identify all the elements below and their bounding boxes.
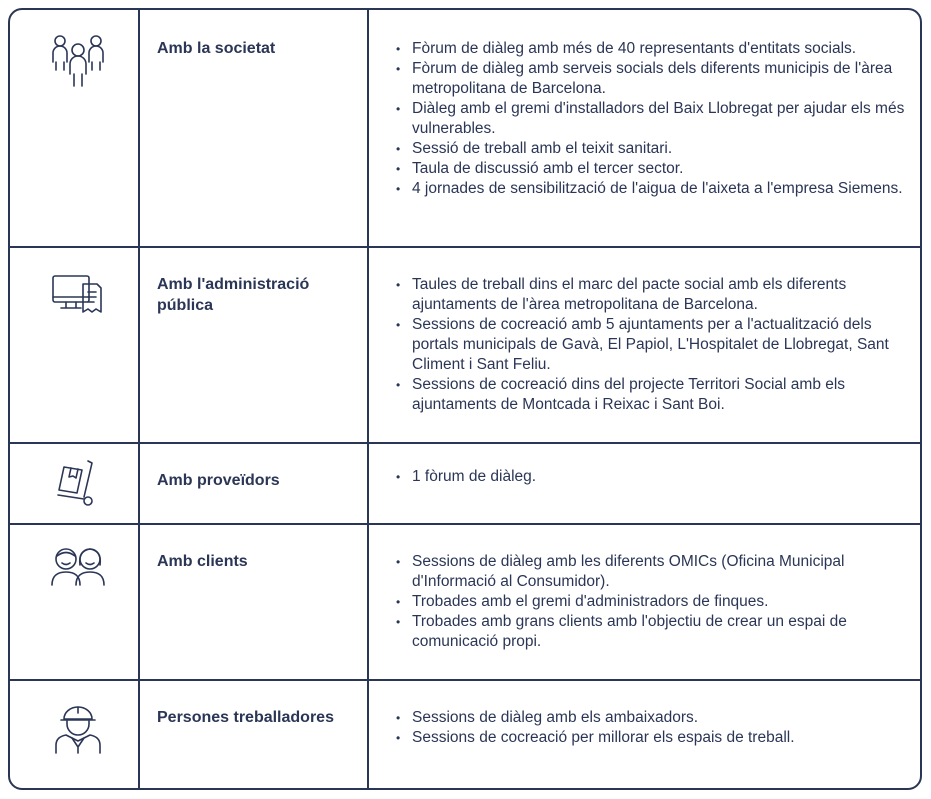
row-label: Amb clients xyxy=(157,553,248,570)
row-items xyxy=(396,39,916,199)
row-label: Persones treballadores xyxy=(157,709,334,726)
list-item: • Fòrum de diàleg amb serveis socials dels diferents municipis de l'àrea metropolitana de Barcelona. xyxy=(396,59,916,99)
row-items xyxy=(396,552,916,652)
icon-cell xyxy=(10,10,140,246)
icon-cell xyxy=(10,681,140,790)
hand-truck-box-icon xyxy=(50,457,106,513)
list-item: • Sessions de diàleg amb les diferents OMICs (Oficina Municipal d'Informació al Consumidor). xyxy=(396,552,916,592)
list-item: • Diàleg amb el gremi d'installadors del Baix Llobregat per ajudar els més vulnerables. xyxy=(396,99,916,139)
row-label: Amb proveïdors xyxy=(157,472,280,489)
worker-helmet-icon xyxy=(50,703,106,759)
list-item: • Sessions de cocreació dins del projecte Territori Social amb els ajuntaments de Montcada i Reixac i Sant Boi. xyxy=(396,375,916,415)
icon-cell xyxy=(10,444,140,523)
two-clients-icon xyxy=(50,545,106,601)
table-row-treballadores xyxy=(10,679,920,790)
icon-cell xyxy=(10,248,140,442)
list-item: • Sessions de cocreació per millorar els espais de treball. xyxy=(396,728,916,748)
row-items xyxy=(396,275,916,415)
list-item: • Trobades amb grans clients amb l'objectiu de crear un espai de comunicació propi. xyxy=(396,612,916,652)
computer-document-icon xyxy=(50,270,106,326)
table-row-societat xyxy=(10,10,920,246)
list-item: • 4 jornades de sensibilització de l'aigua de l'aixeta a l'empresa Siemens. xyxy=(396,179,916,199)
icon-cell xyxy=(10,525,140,679)
list-item: • Taules de treball dins el marc del pacte social amb els diferents ajuntaments de l'àrea metropolitana de Barcelona. xyxy=(396,275,916,315)
row-label: Amb la societat xyxy=(157,40,276,57)
table-row-clients xyxy=(10,523,920,679)
list-item: • Sessions de diàleg amb els ambaixadors. xyxy=(396,708,916,728)
list-item: • 1 fòrum de diàleg. xyxy=(396,467,916,487)
row-items xyxy=(396,708,916,748)
list-item: • Sessions de cocreació amb 5 ajuntaments per a l'actualització dels portals municipals de Gavà, El Papiol, L'Hospitalet de Llobregat, Sant Climent i Sant Feliu. xyxy=(396,315,916,375)
table-row-proveidors xyxy=(10,442,920,523)
row-items xyxy=(396,467,916,487)
row-label: Amb l'administració pública xyxy=(157,276,310,314)
list-item: • Trobades amb el gremi d'administradors de finques. xyxy=(396,592,916,612)
table-row-administracio xyxy=(10,246,920,442)
engagement-table xyxy=(8,8,922,790)
list-item: • Fòrum de diàleg amb més de 40 representants d'entitats socials. xyxy=(396,39,916,59)
list-item: • Taula de discussió amb el tercer sector. xyxy=(396,159,916,179)
people-group-icon xyxy=(50,34,106,90)
list-item: • Sessió de treball amb el teixit sanitari. xyxy=(396,139,916,159)
